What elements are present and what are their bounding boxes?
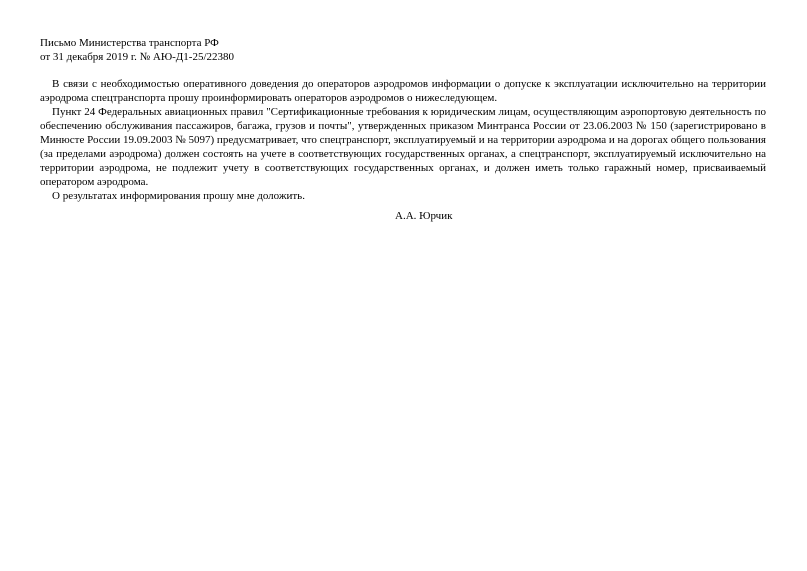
signature: А.А. Юрчик	[395, 210, 453, 222]
document-date-number: от 31 декабря 2019 г. № АЮ-Д1-25/22380	[40, 51, 235, 63]
paragraph-3: О результатах информирования прошу мне доложить.	[52, 190, 305, 202]
paragraph-1: В связи с необходимостью оперативного доведения до операторов аэродромов информации о допуске к эксплуатации исключительно на территории аэродрома спецтранспорта прошу проинформировать операторов аэродромов о нижеследующем.	[40, 78, 766, 104]
document-title: Письмо Министерства транспорта РФ	[40, 37, 219, 49]
document-page	[40, 36, 766, 222]
paragraph-2: Пункт 24 Федеральных авиационных правил "Сертификационные требования к юридическим лицам, осуществляющим аэропортовую деятельность по обеспечению обслуживания пассажиров, багажа, грузов и почты", утвержденных приказом Минтранса России от 23.06.2003 № 150 (зарегистрировано в Минюсте России 19.09.2003 № 5097) предусматривает, что спецтранспорт, эксплуатируемый и на территории аэродрома и на дорогах общего пользования (за пределами аэродрома) должен состоять на учете в соответствующих государственных органах, а спецтранспорт, эксплуатируемый исключительно на территории аэродрома, не подлежит учету в соответствующих государственных органах, и должен иметь только гаражный номер, присваиваемый оператором аэродрома.	[40, 106, 766, 188]
document-body	[40, 77, 766, 203]
